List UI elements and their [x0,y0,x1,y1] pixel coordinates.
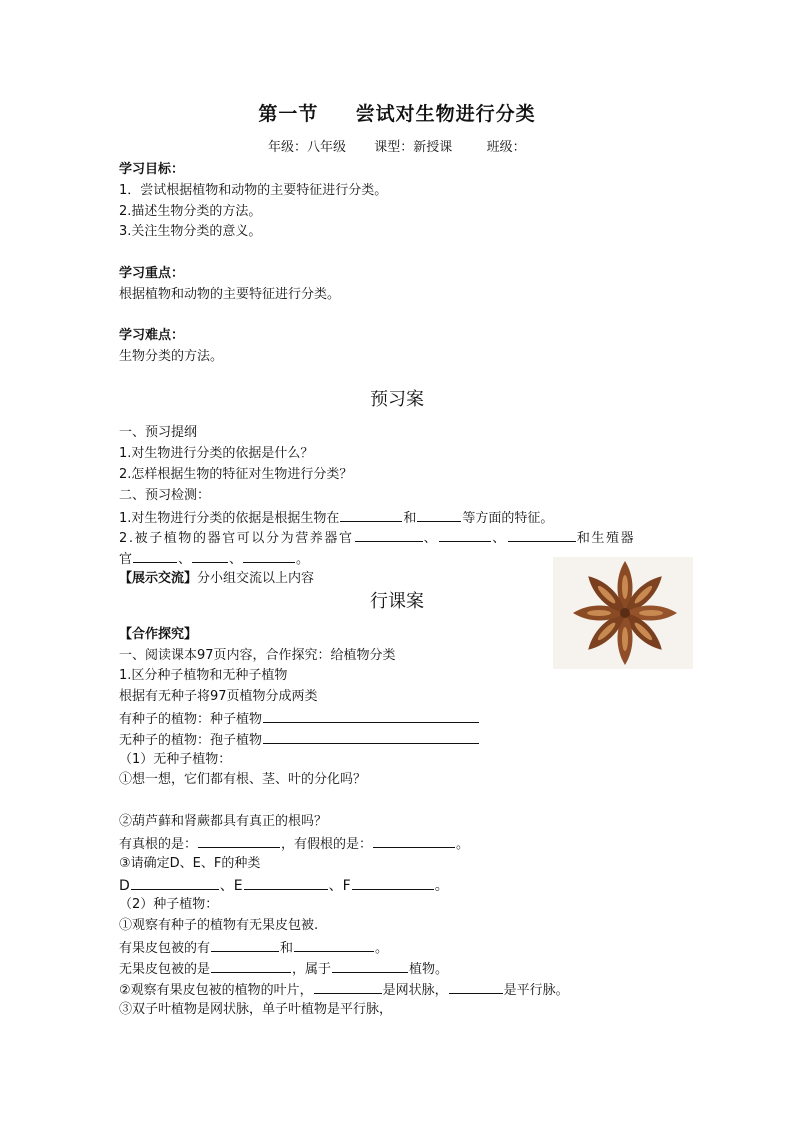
preview-check-2: 2.被子植物的器官可以分为营养器官 、 、 和生殖器 [119,531,636,546]
fill-blank[interactable] [314,981,382,994]
objective-item: 3.关注生物分类的意义。 [119,224,262,239]
question-b: ②葫芦藓和肾蕨都具有真正的根吗？ [119,814,328,829]
page-title [0,103,794,125]
preview-question: 2.怎样根据生物的特征对生物进行分类？ [119,467,353,482]
show-exchange [119,571,314,587]
spore-plants-line: 无种子的植物：孢子植物 [119,731,480,749]
question-c: ③请确定D、E、F的种类 [119,856,261,871]
lesson-type-label: 课型：新授课 [374,140,453,155]
fill-blank[interactable] [244,877,328,890]
fill-blank[interactable] [263,710,479,723]
show-exchange-label: 【展示交流】 [119,571,198,586]
lesson-meta [268,140,526,156]
fill-blank[interactable] [417,509,461,522]
fill-blank[interactable] [332,960,408,973]
lesson-step: 一、阅读课本97页内容，合作探究：给植物分类 [119,648,396,663]
difficulties-text: 生物分类的方法。 [119,349,224,364]
preview-title: 预习案 [370,389,424,410]
seed-line-4: ②观察有果皮包被的植物的叶片， 是网状脉， 是平行脉。 [119,983,569,998]
lesson-step: 根据有无种子将97页植物分成两类 [119,689,318,704]
seed-line-5: ③双子叶植物是网状脉，单子叶植物是平行脉， [119,1002,393,1017]
seed-question-1: ①观察有种子的植物有无果皮包被. [119,918,319,933]
show-exchange-text: 分小组交流以上内容 [197,571,315,586]
fill-blank[interactable] [198,835,280,848]
fill-blank[interactable] [373,835,455,848]
preview-outline-heading: 一、预习提纲 [119,425,198,440]
fill-blank[interactable] [131,877,219,890]
title-topic: 尝试对生物进行分类 [355,103,536,125]
key-points-heading: 学习重点： [119,266,185,281]
preview-check-2-cont: 官 、 、 。 [119,552,310,567]
key-points-text: 根据植物和动物的主要特征进行分类。 [119,287,341,302]
question-a: ①想一想，它们都有根、茎、叶的分化吗？ [119,772,367,787]
objective-item: 1．尝试根据植物和动物的主要特征进行分类。 [119,183,388,198]
subsection-heading: （2）种子植物： [119,897,219,912]
def-line: D 、E 、F 。 [119,878,449,894]
seed-line-2: 有果皮包被的有 和 。 [119,941,389,956]
star-anise-photo [553,557,693,669]
grade-label: 年级：八年级 [268,140,347,155]
lesson-title: 行课案 [370,591,424,612]
seed-line-3: 无果皮包被的是 ，属于 植物。 [119,962,449,977]
subsection-heading: （1）无种子植物： [119,752,232,767]
fill-blank[interactable] [294,939,374,952]
fill-blank[interactable] [192,550,228,563]
coop-heading: 【合作探究】 [119,627,198,642]
fill-blank[interactable] [243,550,295,563]
lesson-step: 1.区分种子植物和无种子植物 [119,668,288,683]
difficulties-heading: 学习难点： [119,328,185,343]
preview-question: 1.对生物进行分类的依据是什么？ [119,446,314,461]
seed-plants-line: 有种子的植物：种子植物 [119,710,480,728]
class-label: 班级： [486,140,526,155]
fill-blank[interactable] [508,529,576,542]
preview-check-heading: 二、预习检测： [119,488,211,503]
fill-blank[interactable] [355,529,423,542]
fill-blank[interactable] [352,877,434,890]
preview-check-1: 1.对生物进行分类的依据是根据生物在 和 等方面的特征。 [119,511,554,526]
root-line: 有真根的是： ，有假根的是： 。 [119,837,470,852]
fill-blank[interactable] [439,529,491,542]
fill-blank[interactable] [263,731,479,744]
fill-blank[interactable] [340,509,402,522]
title-section-number: 第一节 [258,103,319,125]
objectives-heading: 学习目标： [119,162,185,177]
fill-blank[interactable] [211,960,291,973]
fill-blank[interactable] [133,550,177,563]
fill-blank[interactable] [449,981,503,994]
objective-item: 2.描述生物分类的方法。 [119,204,262,219]
fill-blank[interactable] [211,939,279,952]
